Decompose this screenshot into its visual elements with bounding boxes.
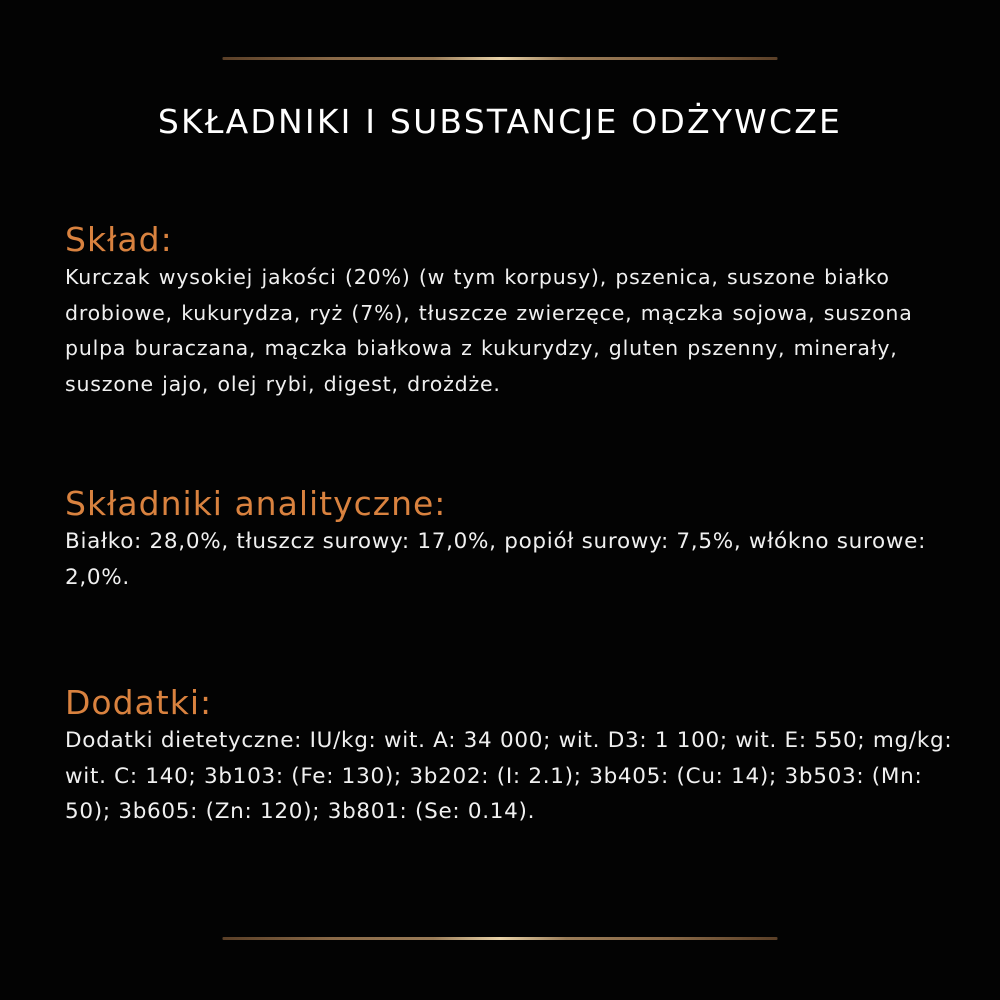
section-heading-analytical-constituents: Składniki analityczne: [65, 484, 447, 523]
section-heading-additives: Dodatki: [65, 683, 213, 722]
section-composition [65, 220, 965, 402]
section-heading-composition: Skład: [65, 220, 173, 259]
top-gold-divider [223, 57, 778, 60]
section-body-additives: Dodatki dietetyczne: IU/kg: wit. A: 34 000; wit. D3: 1 100; wit. E: 550; mg/kg: wit. C: 140; 3b103: (Fe: 130); 3b202: (I: 2.1); 3b405: (Cu: 14); 3b503: (Mn: 50); 3b605: (Zn: 120); 3b801: (Se: 0.14). [65, 728, 953, 824]
section-additives [65, 683, 965, 830]
section-body-analytical-constituents: Białko: 28,0%, tłuszcz surowy: 17,0%, popiół surowy: 7,5%, włókno surowe: 2,0%. [65, 529, 927, 590]
section-body-composition: Kurczak wysokiej jakości (20%) (w tym korpusy), pszenica, suszone białko drobiowe, kukurydza, ryż (7%), tłuszcze zwierzęce, mączka sojowa, suszona pulpa buraczana, mączka białkowa z kukurydzy, gluten pszenny, minerały, suszone jajo, olej rybi, digest, drożdże. [65, 265, 913, 396]
bottom-gold-divider [223, 937, 778, 940]
section-analytical-constituents [65, 484, 965, 595]
page-title: SKŁADNIKI I SUBSTANCJE ODŻYWCZE [157, 102, 843, 141]
